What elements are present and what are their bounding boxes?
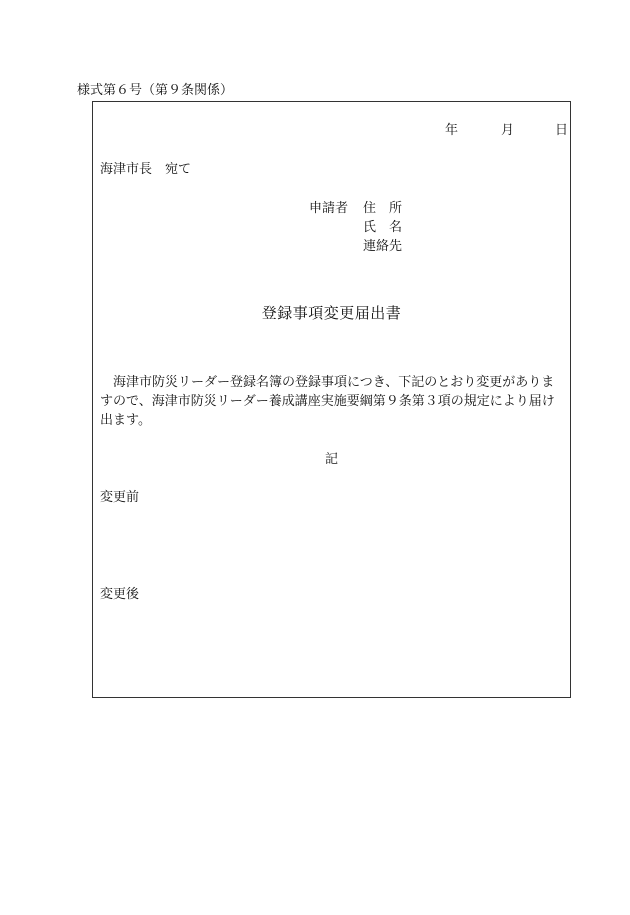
date-year-label: 年 [445,123,459,138]
form-frame [92,101,571,698]
form-number: 様式第６号（第９条関係） [77,83,234,98]
document-title: 登録事項変更届出書 [261,304,402,322]
applicant-label: 申請者 [309,201,349,216]
addressee: 海津市長 宛て [100,162,192,177]
ki-marker: 記 [324,452,338,467]
body-paragraph: 海津市防災リーダー登録名簿の登録事項につき、下記のとおり変更がありますので、海津市防災リーダー養成講座実施要綱第９条第３項の規定により届け出ます。 [100,375,555,428]
date-day-label: 日 [555,123,569,138]
applicant-address-label: 住 所 [363,201,403,216]
change-before-label: 変更前 [100,490,140,505]
date-month-label: 月 [501,123,515,138]
applicant-name-label: 氏 名 [363,220,403,235]
applicant-contact-label: 連絡先 [363,239,403,254]
change-after-label: 変更後 [100,587,140,602]
